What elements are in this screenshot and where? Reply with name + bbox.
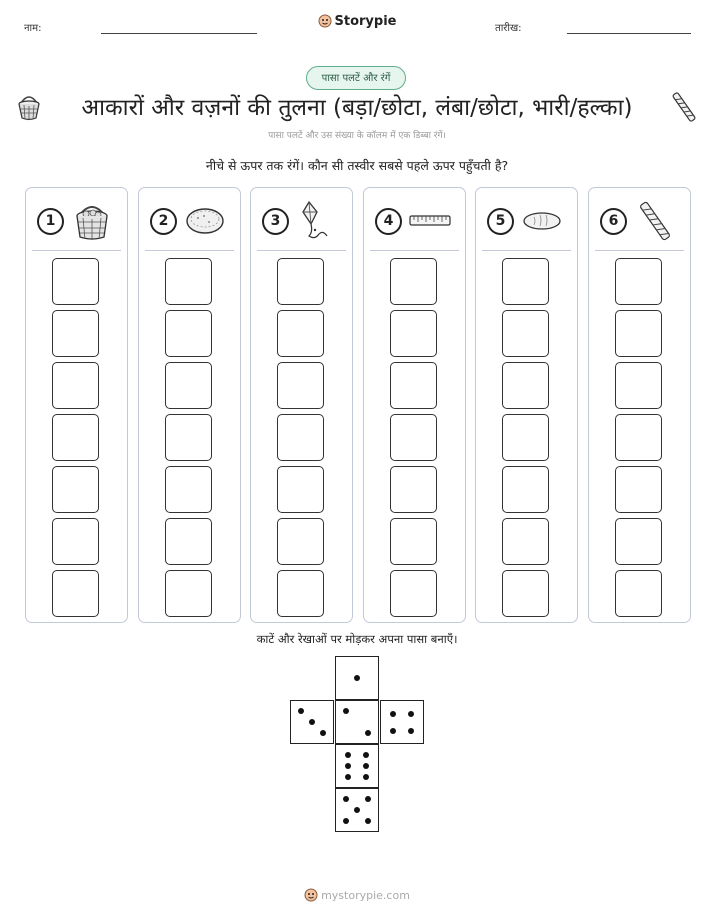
color-box[interactable] <box>615 414 662 461</box>
ruler-icon <box>408 200 452 242</box>
color-box[interactable] <box>390 362 437 409</box>
storypie-logo-icon <box>318 14 332 32</box>
column-number: 3 <box>262 208 289 235</box>
color-box[interactable] <box>277 466 324 513</box>
color-box[interactable] <box>52 310 99 357</box>
color-box[interactable] <box>165 258 212 305</box>
column-number: 1 <box>37 208 64 235</box>
color-box[interactable] <box>165 362 212 409</box>
color-box[interactable] <box>390 258 437 305</box>
column-3 <box>250 187 353 623</box>
instruction-text: नीचे से ऊपर तक रंगें। कौन सी तस्वीर सबसे पहले ऊपर पहुँचती है? <box>205 158 509 173</box>
brand-name: Storypie <box>334 14 397 29</box>
date-label: तारीख: <box>495 23 522 34</box>
color-box[interactable] <box>615 362 662 409</box>
color-box[interactable] <box>502 362 549 409</box>
die-face-1 <box>335 656 379 700</box>
die-net <box>290 656 426 836</box>
color-box[interactable] <box>615 466 662 513</box>
rope-icon <box>672 90 696 128</box>
die-face-6 <box>335 744 379 788</box>
color-box[interactable] <box>502 310 549 357</box>
color-box[interactable] <box>502 466 549 513</box>
color-box[interactable] <box>52 518 99 565</box>
color-box[interactable] <box>52 570 99 617</box>
color-box[interactable] <box>165 570 212 617</box>
color-box[interactable] <box>502 414 549 461</box>
color-box[interactable] <box>277 310 324 357</box>
brand-header <box>0 14 714 32</box>
color-box[interactable] <box>52 362 99 409</box>
color-box[interactable] <box>165 466 212 513</box>
column-divider <box>482 250 571 251</box>
column-number: 6 <box>600 208 627 235</box>
column-divider <box>257 250 346 251</box>
die-face-4 <box>380 700 424 744</box>
color-box[interactable] <box>615 570 662 617</box>
color-box[interactable] <box>502 518 549 565</box>
color-box[interactable] <box>277 414 324 461</box>
flat-bread-icon <box>183 200 227 242</box>
color-box[interactable] <box>390 466 437 513</box>
subtitle: पासा पलटें और उस संख्या के कॉलम में एक डिब्बा रंगें। <box>268 131 446 141</box>
die-face-2 <box>335 700 379 744</box>
color-box[interactable] <box>390 570 437 617</box>
color-box[interactable] <box>277 258 324 305</box>
column-4 <box>363 187 466 623</box>
color-box[interactable] <box>52 414 99 461</box>
column-5 <box>475 187 578 623</box>
name-label: नाम: <box>24 23 42 34</box>
color-box[interactable] <box>502 258 549 305</box>
color-box[interactable] <box>390 518 437 565</box>
kite-icon <box>295 200 339 242</box>
color-box[interactable] <box>502 570 549 617</box>
color-box[interactable] <box>165 518 212 565</box>
color-box[interactable] <box>277 362 324 409</box>
color-box[interactable] <box>390 310 437 357</box>
color-box[interactable] <box>390 414 437 461</box>
column-number: 2 <box>150 208 177 235</box>
date-line[interactable] <box>567 33 691 34</box>
column-divider <box>32 250 121 251</box>
color-box[interactable] <box>52 258 99 305</box>
color-box[interactable] <box>615 258 662 305</box>
footer-url: mystorypie.com <box>321 889 410 902</box>
color-box[interactable] <box>615 310 662 357</box>
footer <box>0 888 714 905</box>
color-box[interactable] <box>277 518 324 565</box>
activity-badge: पासा पलटें और रंगें <box>306 66 406 90</box>
column-2 <box>138 187 241 623</box>
color-box[interactable] <box>615 518 662 565</box>
page-title: आकारों और वज़नों की तुलना (बड़ा/छोटा, लंबा/छोटा, भारी/हल्का) <box>81 95 633 121</box>
basket-icon <box>70 200 114 242</box>
column-1 <box>25 187 128 623</box>
storypie-logo-icon <box>304 888 318 905</box>
die-face-5 <box>335 788 379 832</box>
name-line[interactable] <box>101 33 257 34</box>
bread-loaf-icon <box>520 200 564 242</box>
die-face-3 <box>290 700 334 744</box>
column-divider <box>370 250 459 251</box>
column-divider <box>595 250 684 251</box>
color-box[interactable] <box>277 570 324 617</box>
column-6 <box>588 187 691 623</box>
color-box[interactable] <box>165 310 212 357</box>
column-number: 5 <box>487 208 514 235</box>
rope-icon <box>633 200 677 242</box>
color-box[interactable] <box>165 414 212 461</box>
column-number: 4 <box>375 208 402 235</box>
cut-instruction: काटें और रेखाओं पर मोड़कर अपना पासा बनाएँ। <box>256 632 458 646</box>
color-box[interactable] <box>52 466 99 513</box>
column-divider <box>145 250 234 251</box>
